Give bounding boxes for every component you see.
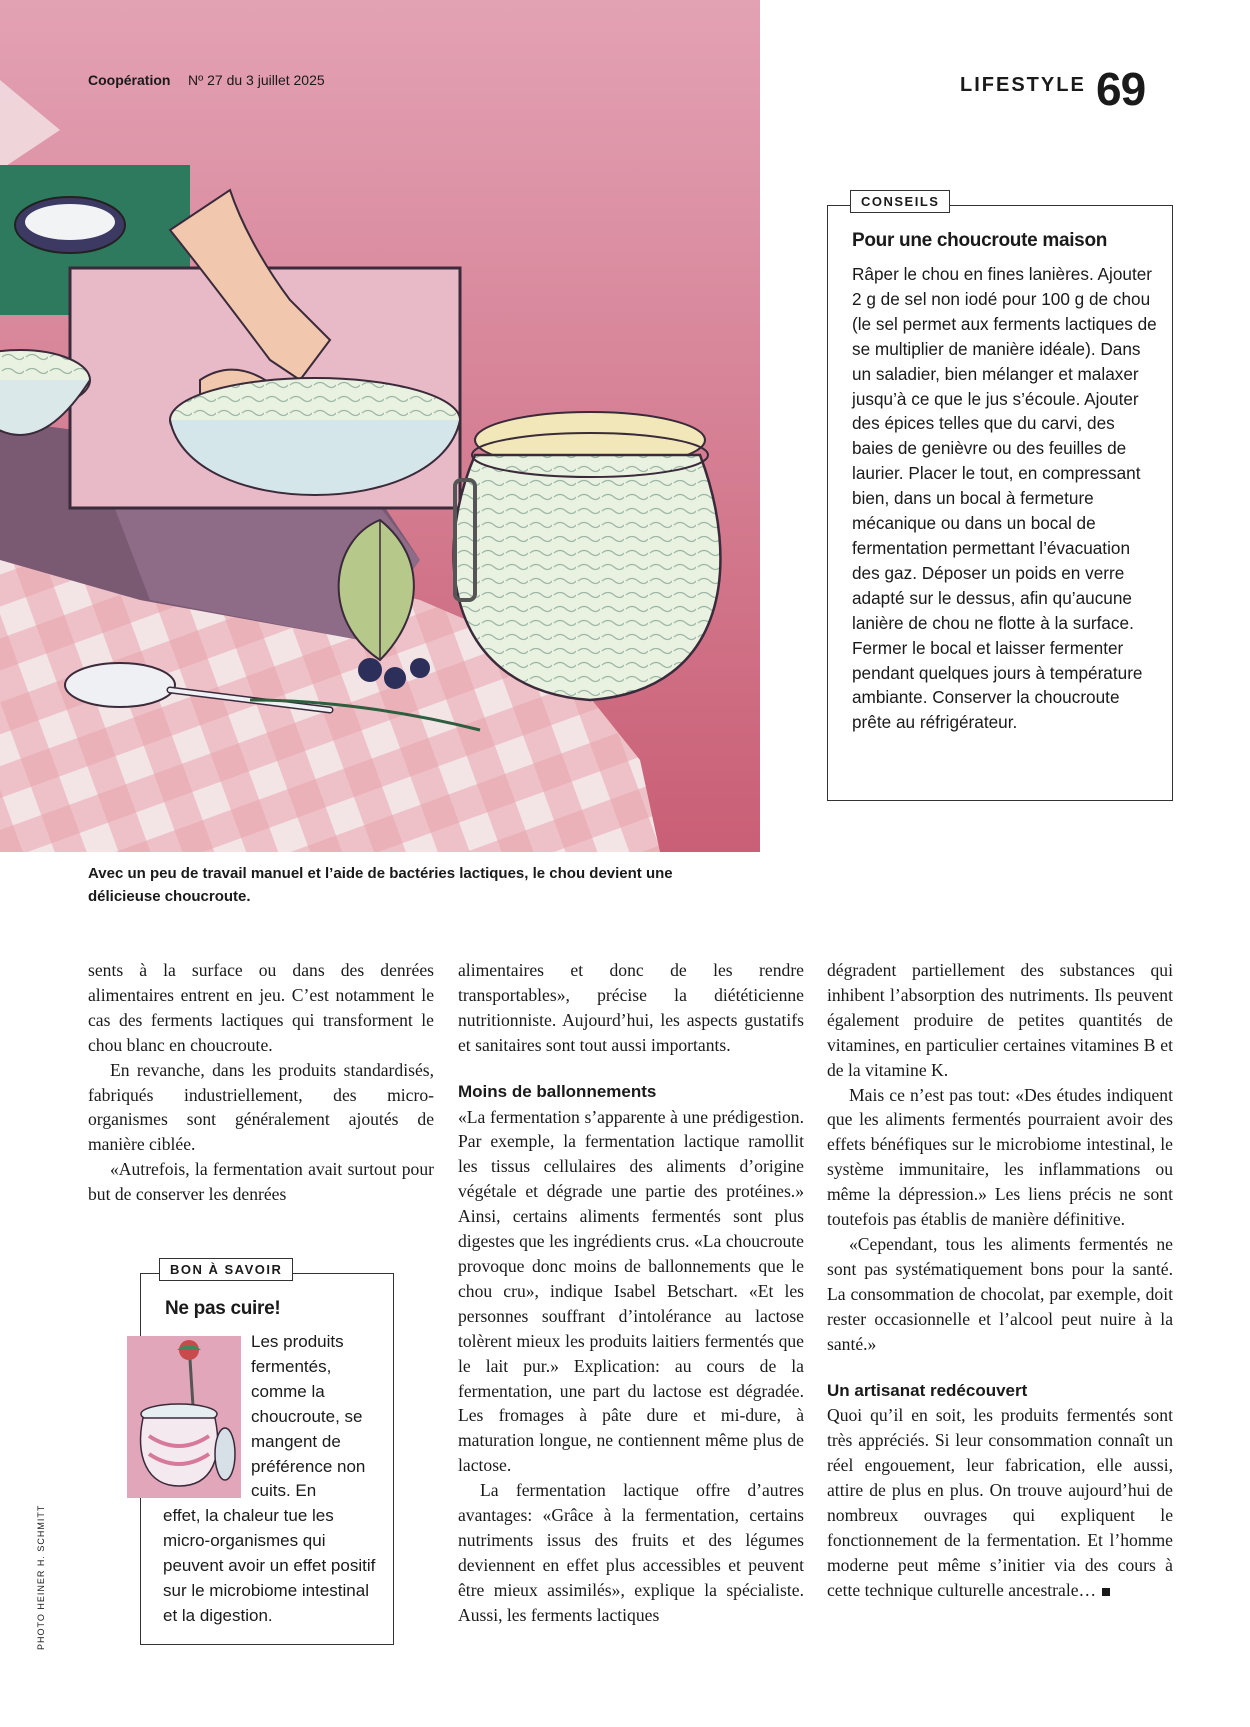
- paragraph: «Cependant, tous les aliments fermentés ne sont pas systématiquement bons pour la santé. La consommation de chocolat, par exemple, doit rester occasionnelle et l’alcool peut nuire à la santé.»: [827, 1233, 1173, 1354]
- paragraph: Mais ce n’est pas tout: «Des études indiquent que les aliments fermentés pourraient avoir des effets bénéfiques sur le microbiome intestinal, le système immunitaire, les inflammations ou même la dépression.» Les liens précis ne sont toutefois pas établis de manière définitive.: [827, 1084, 1173, 1230]
- paragraph: sents à la surface ou dans des denrées alimentaires entrent en jeu. C’est notamment le cas des ferments lactiques qui transforment le chou blanc en choucroute.: [88, 960, 434, 1055]
- conseils-title: Pour une choucroute maison: [852, 230, 1108, 251]
- conseils-box: [827, 194, 1173, 801]
- conseils-tag: CONSEILS: [850, 190, 950, 213]
- end-mark-icon: [1102, 1588, 1110, 1596]
- paragraph: dégradent partiellement des substances qui inhibent l’absorption des nutriments. Ils peuvent également produire de petites quantités de vitamines, en particulier certaines vitamines B et de la vitamine K.: [827, 960, 1173, 1080]
- sauerkraut-illustration: [0, 0, 760, 852]
- photo-credit: PHOTO HEINER H. SCHMITT: [36, 1504, 46, 1650]
- article-column-3: [827, 958, 1173, 1603]
- page-number: 69: [1096, 63, 1146, 115]
- bon-a-savoir-text: Les produits fermentés, comme la choucroute, se mangent de préférence non cuits. En: [251, 1332, 366, 1501]
- paragraph: [827, 1403, 1173, 1602]
- section-label: LIFESTYLE: [960, 74, 1086, 96]
- bon-a-savoir-text-continued: effet, la chaleur tue les micro-organismes qui peuvent avoir un effet positif sur le microbiome intestinal et la digestion.: [163, 1506, 376, 1625]
- subheading: Un artisanat redécouvert: [827, 1380, 1028, 1400]
- bon-a-savoir-box: [140, 1262, 394, 1645]
- article-column-1: [88, 958, 434, 1207]
- bon-a-savoir-tag: BON À SAVOIR: [159, 1258, 293, 1281]
- paragraph: «La fermentation s’apparente à une prédigestion. Par exemple, la fermentation lactique ramollit les tissus cellulaires des aliments d’origine végétale et dégrade une partie des protéines.» Ainsi, certains aliments fermentés sont plus digestes que les ingrédients crus. «La choucroute provoque donc moins de ballonnements que le chou cru», indique Isabel Betschart. «Et les personnes souffrant d’intolérance au lactose tolèrent mieux les produits laitiers fermentés que le lait pur.» Explication: au cours de la fermentation, une part du lactose est dégradée. Les fromages à pâte dure et mi-dure, à maturation longue, ne contiennent même plus de lactose.: [458, 1106, 804, 1476]
- bon-a-savoir-title: Ne pas cuire!: [165, 1298, 281, 1319]
- image-caption: Avec un peu de travail manuel et l’aide de bactéries lactiques, le chou devient une délicieuse choucroute.: [88, 865, 673, 905]
- paragraph: En revanche, dans les produits standardisés, fabriqués industriellement, des micro-organismes sont généralement ajoutés de manière ciblée.: [88, 1059, 434, 1155]
- conseils-text: Râper le chou en fines lanières. Ajouter 2 g de sel non iodé pour 100 g de chou (le sel permet aux ferments lactiques de se multiplier de manière idéale). Dans un saladier, bien mélanger et malaxer jusqu’à ce que le jus s’écoule. Ajouter des épices telles que du carvi, des baies de genièvre ou des feuilles de laurier. Placer le tout, en compressant bien, dans un bocal à fermeture mécanique ou dans un bocal de fermentation permettant l’évacuation des gaz. Déposer un poids en verre adapté sur le dessus, afin qu’aucune lanière de chou ne flotte à la surface. Fermer le bocal et laisser fermenter pendant quelques jours à température ambiante. Conserver la choucroute prête au réfrigérateur.: [852, 264, 1157, 733]
- paragraph: La fermentation lactique offre d’autres avantages: «Grâce à la fermentation, certains nutriments issus des fruits et des légumes deviennent en effet plus accessibles et peuvent être mieux assimilés», explique la spécialiste. Aussi, les ferments lactiques: [458, 1480, 804, 1625]
- publication-name: Coopération: [88, 72, 171, 88]
- subheading: Moins de ballonnements: [458, 1081, 657, 1101]
- article-column-2: [458, 958, 804, 1628]
- jar-icon: [127, 1336, 241, 1498]
- issue-info: Nº 27 du 3 juillet 2025: [188, 72, 325, 88]
- paragraph: «Autrefois, la fermentation avait surtout pour but de conserver les denrées: [88, 1159, 434, 1205]
- closing-paragraph-text: Quoi qu’il en soit, les produits fermentés sont très appréciés. Si leur consommation connaît un réel engouement, leur fabrication, elle aussi, attire de plus en plus. On trouve aujourd’hui de nombreux ouvrages qui expliquent le fonctionnement de la fermentation. Et l’homme moderne peut même s’initier via des cours à cette technique culturelle ancestrale…: [827, 1405, 1173, 1600]
- paragraph: alimentaires et donc de les rendre transportables», précise la diététicienne nutritionniste. Aujourd’hui, les aspects gustatifs et sanitaires sont tout aussi importants.: [458, 960, 804, 1055]
